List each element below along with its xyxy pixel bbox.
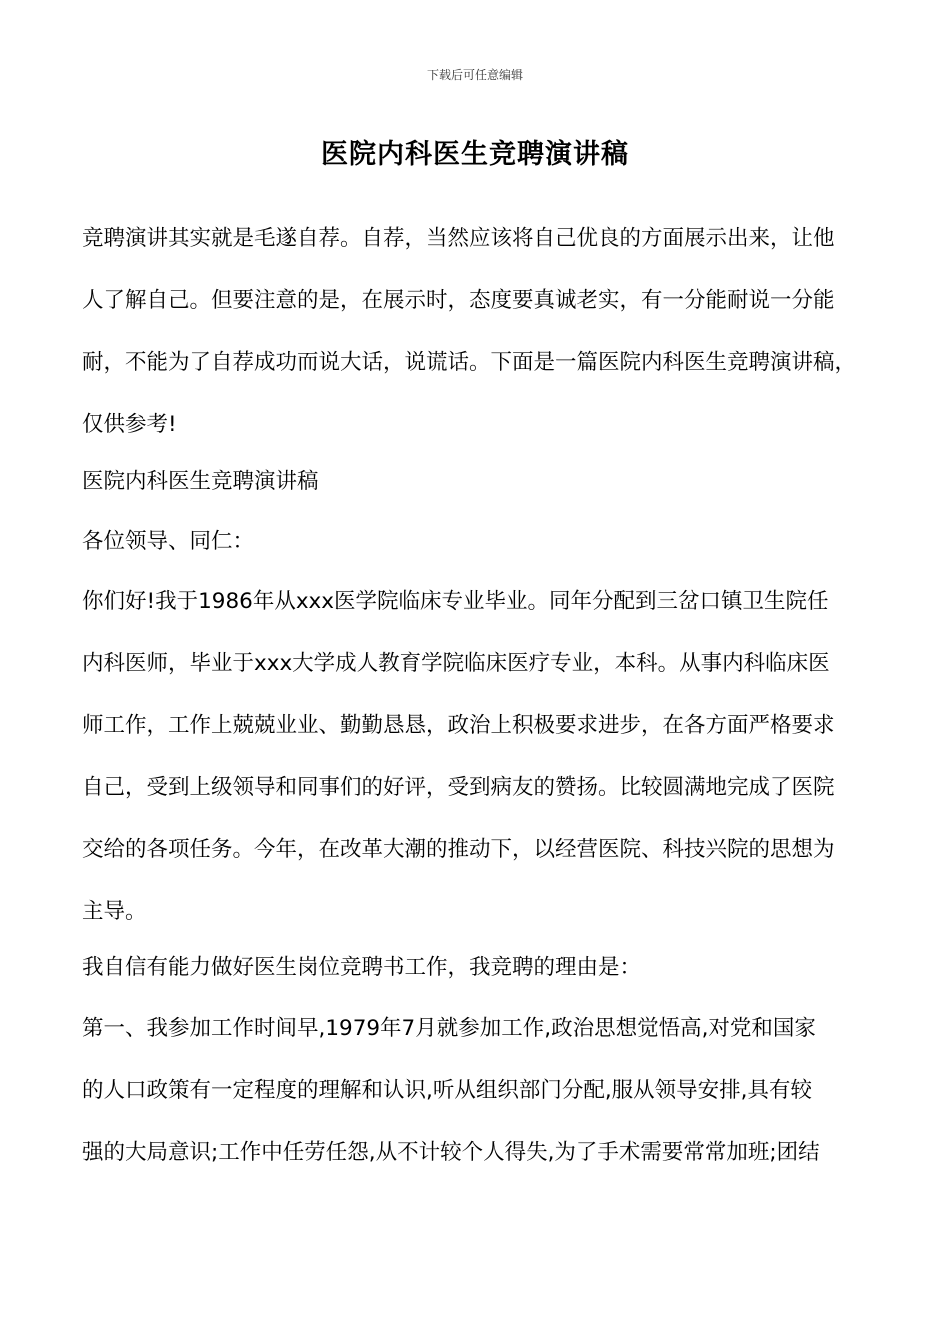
intro-paragraph [82,221,872,443]
body-line: 交给的各项任务。今年，在改革大潮的推动下，以经营医院、科技兴院的思想为 [82,837,835,862]
subtitle-text: 医院内科医生竞聘演讲稿 [82,469,319,494]
page-header-note: 下载后可任意编辑 [426,68,523,82]
body-line: 我自信有能力做好医生岗位竞聘书工作，我竞聘的理由是： [82,955,642,980]
body-line: 强的大局意识;工作中任劳任怨,从不计较个人得失,为了手术需要常常加班;团结 [82,1140,820,1165]
intro-line: 仅供参考! [82,412,177,437]
body-paragraph-1 [82,584,872,930]
body-line: 师工作，工作上兢兢业业、勤勤恳恳，政治上积极要求进步，在各方面严格要求 [82,713,835,738]
body-line: 你们好!我于1986年从xxx医学院临床专业毕业。同年分配到三岔口镇卫生院任 [82,589,829,614]
body-line: 自己，受到上级领导和同事们的好评，受到病友的赞扬。比较圆满地完成了医院 [82,775,835,800]
body-line: 第一、我参加工作时间早,1979年7月就参加工作,政治思想觉悟高,对党和国家 [82,1016,816,1041]
body-line: 的人口政策有一定程度的理解和认识,听从组织部门分配,服从领导安排,具有较 [82,1078,813,1103]
body-paragraph-3 [82,1011,872,1171]
salutation [82,524,872,560]
intro-line: 竞聘演讲其实就是毛遂自荐。自荐，当然应该将自己优良的方面展示出来，让他 [82,226,835,251]
document-title: 医院内科医生竞聘演讲稿 [321,139,629,170]
body-line: 内科医师，毕业于xxx大学成人教育学院临床医疗专业，本科。从事内科临床医 [82,651,830,676]
body-paragraph-2 [82,950,872,986]
intro-line: 人了解自己。但要注意的是，在展示时，态度要真诚老实，有一分能耐说一分能 [82,288,835,313]
section-subtitle [82,464,872,500]
body-line: 主导。 [82,899,147,924]
intro-line: 耐，不能为了自荐成功而说大话，说谎话。下面是一篇医院内科医生竞聘演讲稿， [82,350,857,375]
salutation-text: 各位领导、同仁： [82,529,255,554]
